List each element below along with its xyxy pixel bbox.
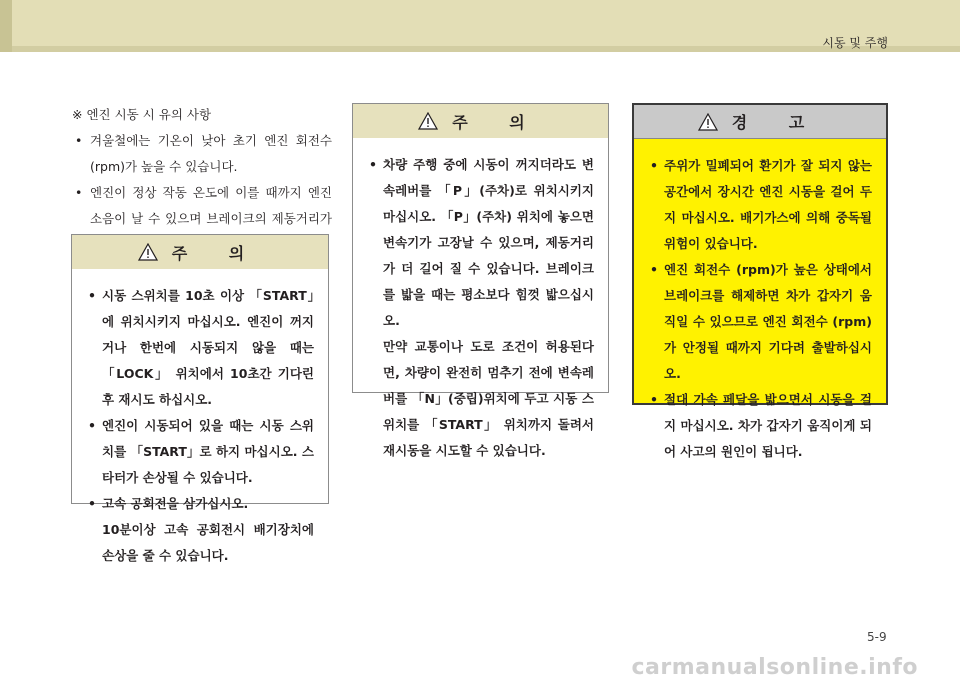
caution-bullet: • 시동 스위치를 10초 이상 「START」에 위치시키지 마십시오. 엔진이 꺼지거나 한번에 시동되지 않을 때는 「LOCK」 위치에서 10초간 기다린 후 재시도 하십시오. — [88, 288, 314, 407]
intro-heading: ※ 엔진 시동 시 유의 사항 — [72, 107, 212, 122]
warning-header — [634, 105, 886, 139]
warning-bullet: • 주위가 밀폐되어 환기가 잘 되지 않는 공간에서 장시간 엔진 시동을 걸어 두지 마십시오. 배기가스에 의해 중독될 위험이 있습니다. — [650, 158, 872, 251]
header-band-stripe — [12, 46, 960, 52]
warning-box — [632, 103, 888, 459]
watermark: carmanualsonline.info — [631, 655, 918, 680]
caution-header — [72, 235, 328, 269]
warning-triangle-icon — [698, 113, 718, 131]
caution-continuation: 만약 교통이나 도로 조건이 허용된다면, 차량이 완전히 멈추기 전에 변속레버를 「N」(중립)위치에 두고 시동 스위치를 「START」 위치까지 돌려서 재시동을 시도할 수 있습니다. — [383, 339, 594, 458]
caution-bullet: • 엔진이 시동되어 있을 때는 시동 스위치를 「START」로 하지 마십시오. 스타터가 손상될 수 있습니다. — [88, 418, 314, 485]
caution-continuation: 10분이상 고속 공회전시 배기장치에 손상을 줄 수 있습니다. — [102, 522, 314, 563]
warning-bullet: • 절대 가속 페달을 밟으면서 시동을 걸지 마십시오. 차가 갑자기 움직이게 되어 사고의 원인이 됩니다. — [650, 392, 872, 459]
caution-header — [353, 104, 608, 138]
caution-label: 주 의 — [171, 243, 263, 263]
warning-bullet: • 엔진 회전수 (rpm)가 높은 상태에서 브레이크를 해제하면 차가 갑자기 움직일 수 있으므로 엔진 회전수 (rpm)가 안정될 때까지 기다려 출발하십시오. — [650, 262, 872, 381]
warning-triangle-icon — [418, 112, 438, 130]
warning-triangle-icon — [138, 243, 158, 261]
section-title: 시동 및 주행 — [822, 36, 888, 50]
intro-bullet: • 엔진이 정상 작동 온도에 이를 때까지 엔진 소음이 날 수 있으며 브레이크의 제동거리가 — [75, 185, 332, 226]
caution-body — [72, 269, 328, 569]
caution-box-1 — [71, 234, 329, 563]
caution-label: 주 의 — [452, 112, 543, 132]
warning-label: 경 고 — [731, 113, 823, 132]
intro-bullet: • 겨울철에는 기온이 낮아 초기 엔진 회전수 (rpm)가 높을 수 있습니다. — [75, 133, 332, 174]
caution-body — [353, 138, 608, 464]
warning-body — [634, 139, 886, 465]
caution-bullet: • 차량 주행 중에 시동이 꺼지더라도 변속레버를 「P」(주차)로 위치시키지 마십시오. 「P」(주차) 위치에 놓으면 변속기가 고장날 수 있으며, 제동거리가 더 길어 질 수 있습니다. 브레이크를 밟을 때는 평소보다 힘껏 밟으십시오. — [369, 157, 594, 328]
header-band-inner — [12, 0, 960, 46]
caution-bullet: • 고속 공회전을 삼가십시오. — [88, 496, 249, 511]
caution-box-2 — [352, 103, 609, 458]
page-number: 5-9 — [867, 630, 887, 644]
